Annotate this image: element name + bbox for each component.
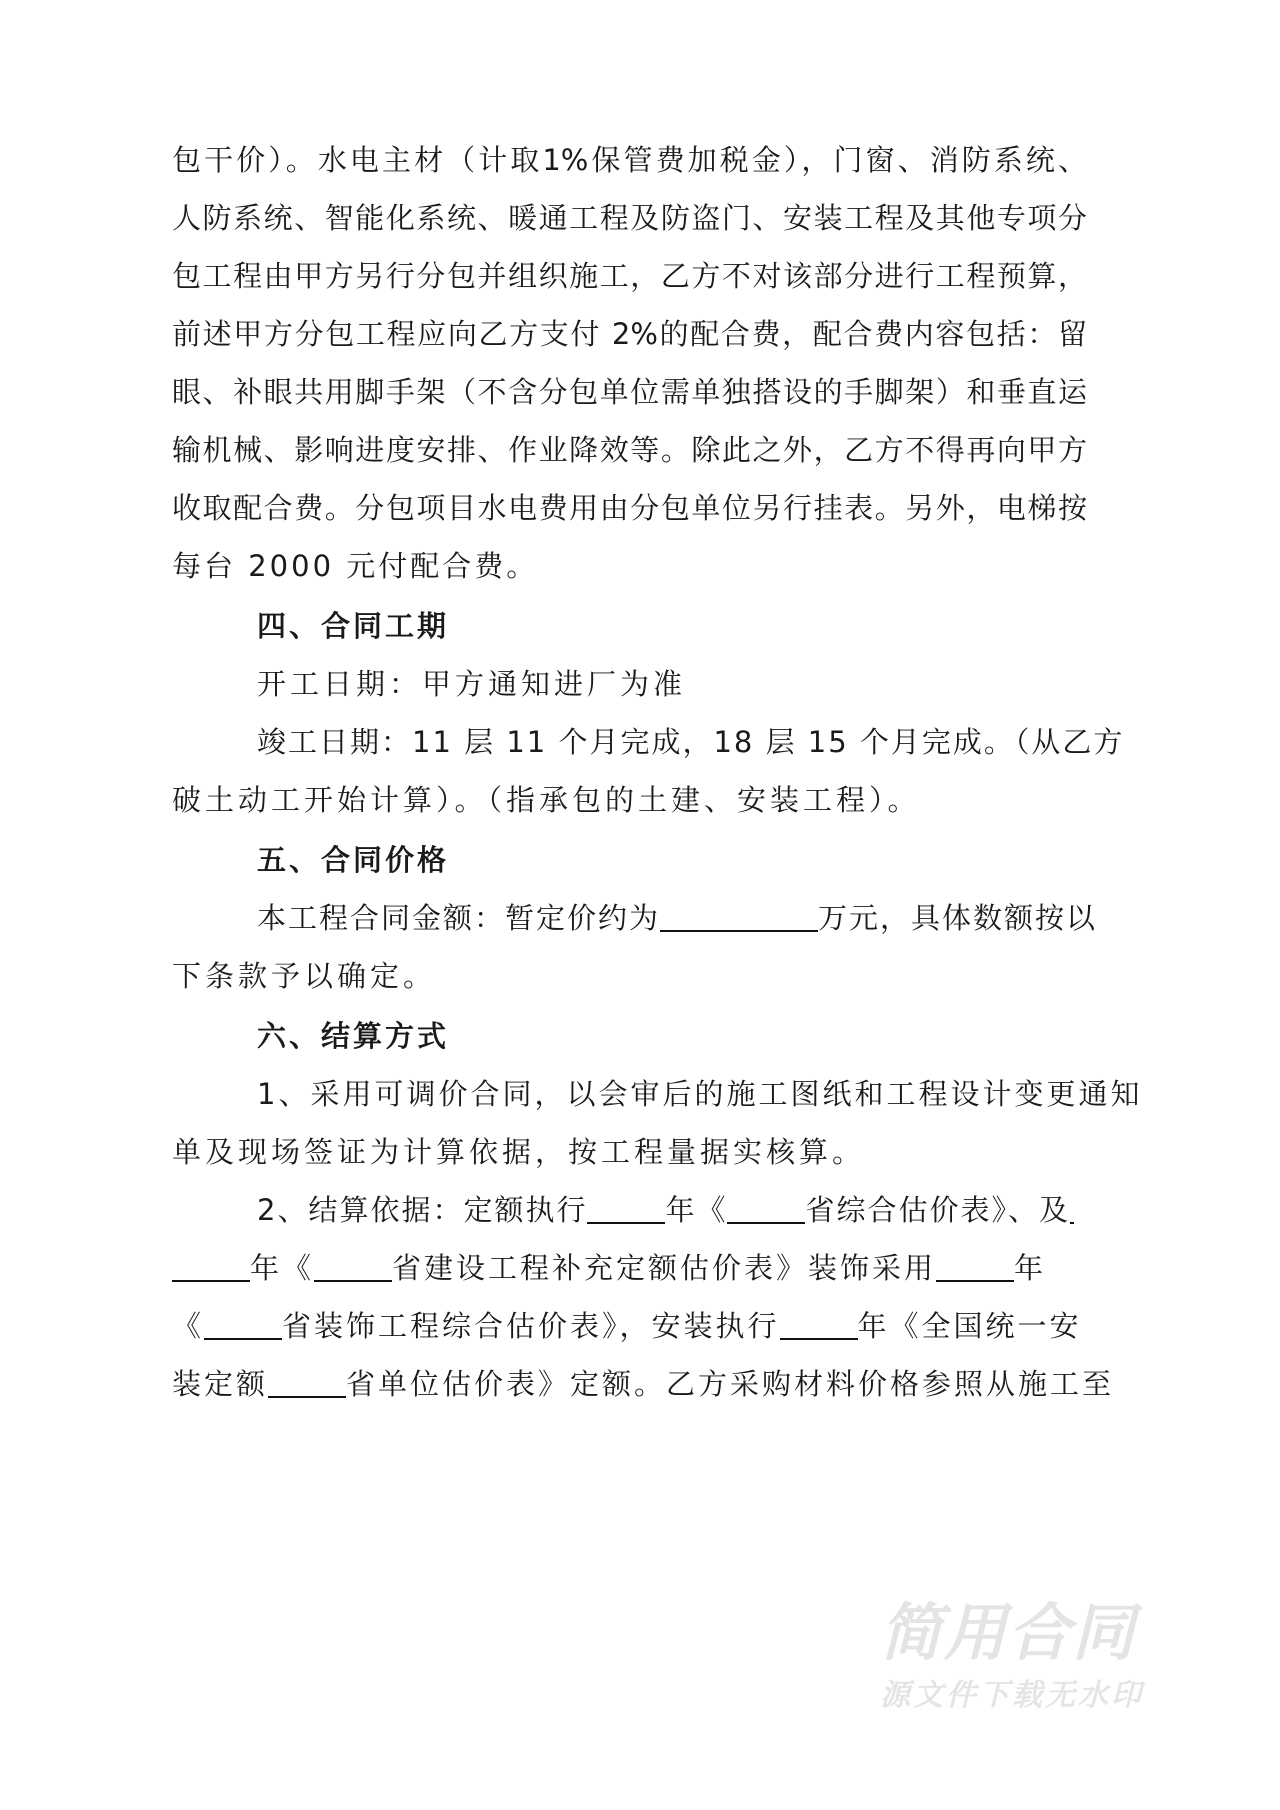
- province-blank[interactable]: [268, 1366, 346, 1398]
- text-segment: 省单位估价表》定额。乙方采购材料价格参照从施工至: [346, 1367, 1115, 1401]
- text-segment: 省建设工程补充定额估价表》装饰采用: [392, 1251, 937, 1285]
- completion-date-line: 竣工日期：11 层 11 个月完成，18 层 15 个月完成。（从乙方: [257, 725, 1125, 759]
- text-segment: 年《: [250, 1251, 315, 1285]
- trailing-blank: [1070, 1192, 1074, 1224]
- settlement-item-1: 1、采用可调价合同，以会审后的施工图纸和工程设计变更通知: [257, 1077, 1143, 1111]
- text-segment: 《: [172, 1309, 205, 1343]
- paragraph-line: 包干价）。水电主材（计取1%保管费加税金），门窗、消防系统、: [172, 143, 1087, 177]
- text-segment: 装定额: [172, 1367, 269, 1401]
- contract-amount-line-2: 下条款予以确定。: [172, 959, 437, 993]
- watermark-brand: 简用合同: [880, 1596, 1137, 1669]
- year-blank[interactable]: [780, 1308, 858, 1340]
- settlement-item-2-line-3: [172, 1306, 1082, 1346]
- paragraph-line: 收取配合费。分包项目水电费用由分包单位另行挂表。另外，电梯按: [172, 491, 1087, 525]
- year-blank[interactable]: [172, 1250, 250, 1282]
- section-heading-6: 六、结算方式: [257, 1019, 450, 1053]
- paragraph-line: 人防系统、智能化系统、暖通工程及防盗门、安装工程及其他专项分: [172, 201, 1087, 235]
- province-blank[interactable]: [727, 1192, 805, 1224]
- text-segment: 年《: [665, 1193, 728, 1227]
- text-segment: 年: [1014, 1251, 1047, 1285]
- amount-suffix: 万元，具体数额按以: [818, 901, 1098, 935]
- paragraph-line: 前述甲方分包工程应向乙方支付 2%的配合费，配合费内容包括：留: [172, 317, 1087, 351]
- paragraph-line: 包工程由甲方另行分包并组织施工，乙方不对该部分进行工程预算，: [172, 259, 1087, 293]
- province-blank[interactable]: [204, 1308, 282, 1340]
- section-heading-4: 四、合同工期: [257, 609, 450, 643]
- paragraph-line: 每台 2000 元付配合费。: [172, 549, 539, 583]
- paragraph-line: 输机械、影响进度安排、作业降效等。除此之外，乙方不得再向甲方: [172, 433, 1087, 467]
- watermark-subtitle: 源文件下载无水印: [880, 1678, 1144, 1713]
- settlement-item-2-line-1: [257, 1190, 1074, 1230]
- province-blank[interactable]: [314, 1250, 392, 1282]
- settlement-item-2-line-4: [172, 1364, 1114, 1404]
- completion-date-line-2: 破土动工开始计算）。（指承包的土建、安装工程）。: [172, 783, 921, 817]
- year-blank[interactable]: [587, 1192, 665, 1224]
- section-heading-5: 五、合同价格: [257, 843, 450, 877]
- text-segment: 年《全国统一安: [857, 1309, 1082, 1343]
- text-segment: 2、结算依据：定额执行: [257, 1193, 588, 1227]
- text-segment: 省装饰工程综合估价表》，安装执行: [282, 1309, 780, 1343]
- contract-amount-line: [257, 898, 1097, 938]
- amount-blank[interactable]: [660, 900, 818, 932]
- watermark: [880, 1596, 1180, 1716]
- start-date-line: 开工日期：甲方通知进厂为准: [257, 667, 687, 701]
- settlement-item-1-line-2: 单及现场签证为计算依据，按工程量据实核算。: [172, 1135, 866, 1169]
- settlement-item-2-line-2: [172, 1248, 1046, 1288]
- paragraph-line: 眼、补眼共用脚手架（不含分包单位需单独搭设的手脚架）和垂直运: [172, 375, 1087, 409]
- year-blank[interactable]: [936, 1250, 1014, 1282]
- amount-prefix: 本工程合同金额：暂定价约为: [257, 901, 661, 935]
- text-segment: 省综合估价表》、及: [805, 1193, 1070, 1227]
